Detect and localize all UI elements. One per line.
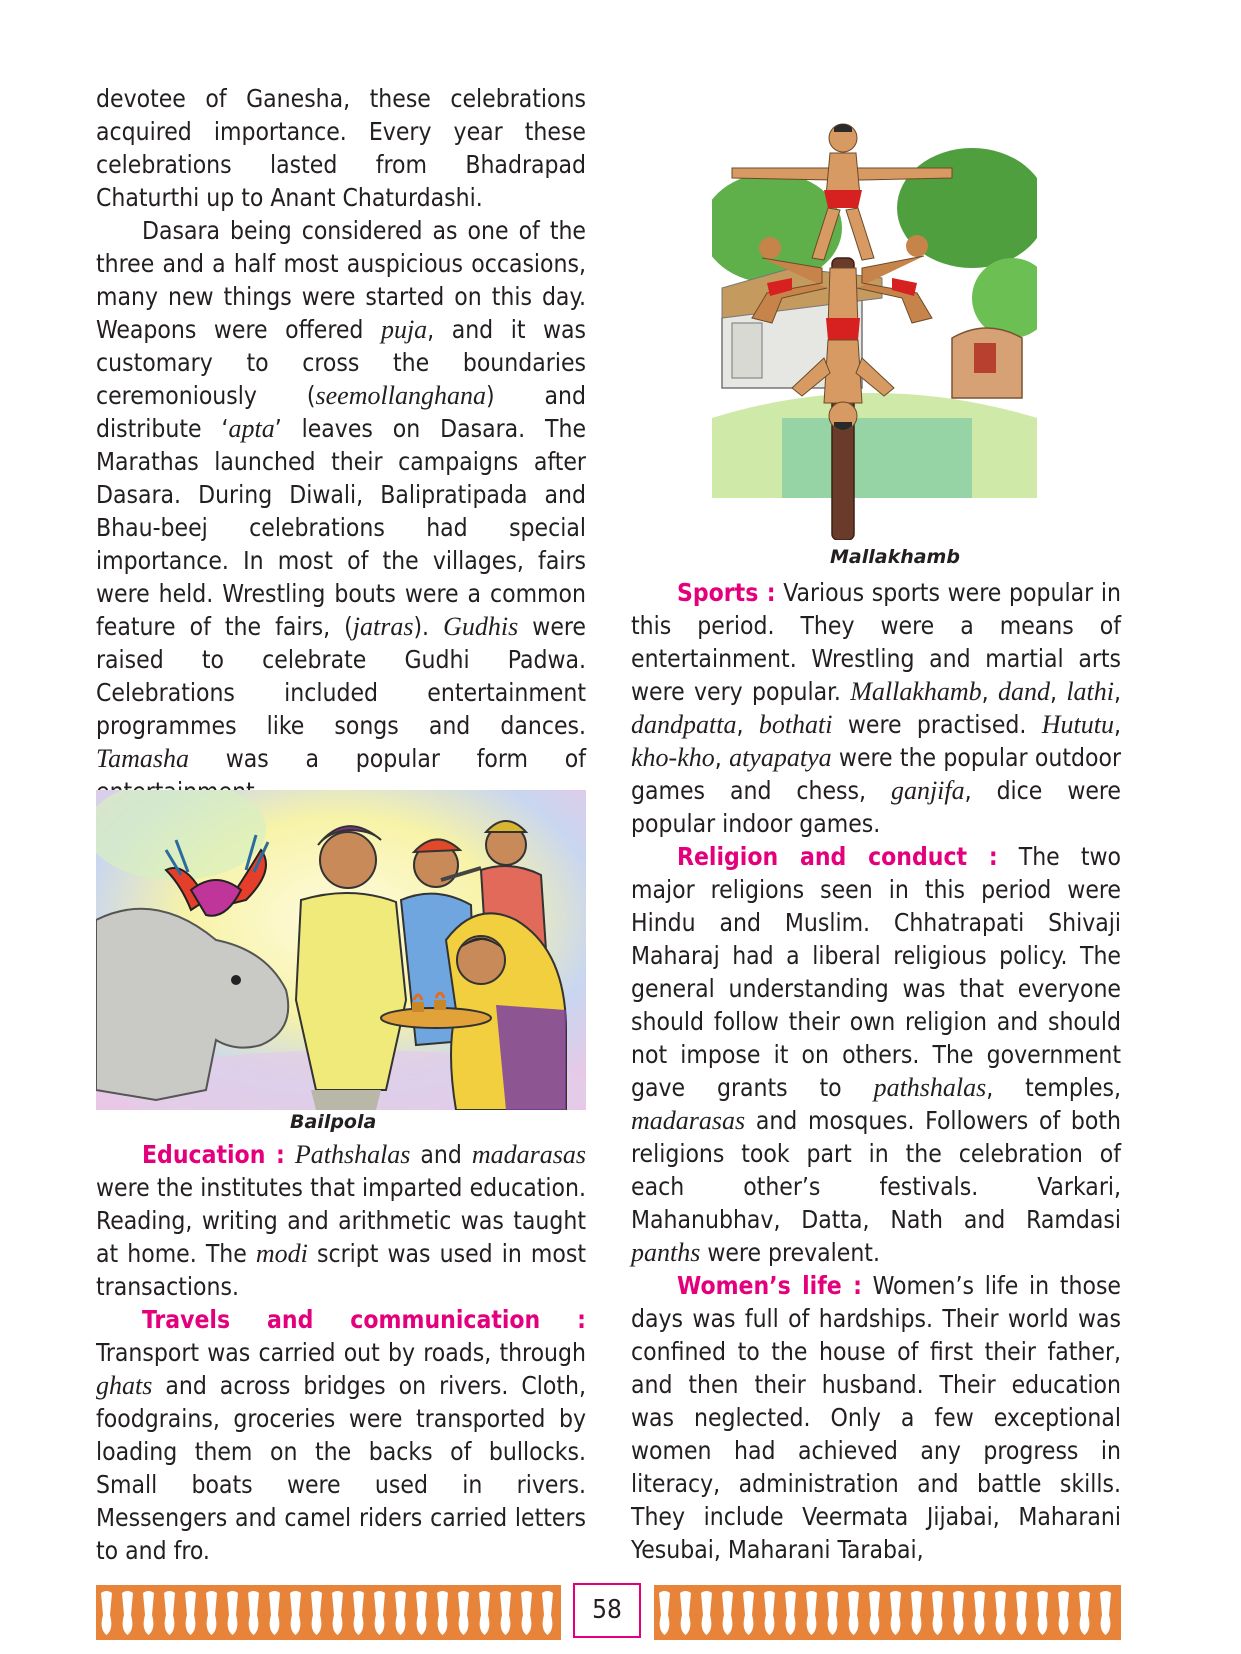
left-column-bottom bbox=[96, 1138, 586, 1567]
footer-border-left bbox=[96, 1585, 561, 1640]
paragraph-religion: Religion and conduct : The two major religions seen in this period were Hindu and Muslim. Chhatrapati Shivaji Maharaj had a liberal religious policy. The general understanding was that everyone should follow their own religion and should not impose it on others. The government gave grants to pathshalas, temples, madarasas and mosques. Followers of both religions took part in the celebration of each other’s festivals. Varkari, Mahanubhav, Datta, Nath and Ramdasi panths were prevalent. bbox=[631, 842, 1121, 1267]
right-column bbox=[631, 576, 1121, 1566]
heading-education: Education : bbox=[142, 1140, 285, 1169]
page-number: 58 bbox=[573, 1583, 641, 1638]
heading-womens-life: Women’s life : bbox=[677, 1271, 862, 1300]
paragraph-dasara: Dasara being considered as one of the three and a half most auspicious occasions, many new things were started on this day. Weapons were offered puja, and it was customary to cross the boundaries ceremoniously (seemollanghana) and distribute ‘apta’ leaves on Dasara. The Marathas launched their campaigns after Dasara. During Diwali, Balipratipada and Bhau-beej celebrations had special importance. In most of the villages, fairs were held. Wrestling bouts were a common feature of the fairs, (jatras). Gudhis were raised to celebrate Gudhi Padwa. Celebrations included entertainment programmes like songs and dances. Tamasha was a popular form of bbox=[96, 216, 587, 773]
heading-sports: Sports : bbox=[677, 578, 776, 607]
caption-mallakhamb: Mallakhamb bbox=[830, 546, 960, 568]
heading-travels: Travels and communication : bbox=[142, 1305, 586, 1334]
paragraph-travels: Travels and communication : Transport was carried out by roads, through ghats and across bridges on rivers. Cloth, foodgrains, groceries were transported by loading them on the backs of bullocks. Small boats were used in rivers. Messengers and camel riders carried letters to and fro. bbox=[96, 1305, 586, 1565]
caption-bailpola: Bailpola bbox=[290, 1111, 377, 1133]
paragraph-education: Education : Pathshalas and madarasas were the institutes that imparted education. Reading, writing and arithmetic was taught at home. The modi script was used in most transactions. bbox=[96, 1140, 586, 1301]
paragraph-ganesha: devotee of Ganesha, these celebrations acquired importance. Every year these celebrations lasted from Bhadrapad Chaturthi up to Anant Chaturdashi. bbox=[96, 84, 586, 212]
paragraph-womens-life: Women’s life : Women’s life in those days was full of hardships. Their world was confined to the house of first their father, and then their husband. Their education was neglected. Only a few exceptional women had achieved any progress in literacy, administration and battle skills. They include Veermata Jijabai, Maharani Yesubai, Maharani Tarabai, bbox=[631, 1271, 1121, 1564]
mallakhamb-illustration bbox=[712, 118, 1037, 540]
paragraph-sports: Sports : Various sports were popular in this period. They were a means of entertainment. Wrestling and martial arts were very popular. Mallakhamb, dand, lathi, dandpatta, bothati were practised. Hututu, kho-kho, atyapatya were the popular outdoor games and chess, ganjifa, dice were popular indoor games. bbox=[631, 578, 1121, 838]
footer-border-right bbox=[654, 1585, 1121, 1640]
heading-religion: Religion and conduct : bbox=[677, 842, 998, 871]
left-column-top bbox=[96, 82, 586, 808]
bailpola-illustration bbox=[96, 790, 586, 1110]
